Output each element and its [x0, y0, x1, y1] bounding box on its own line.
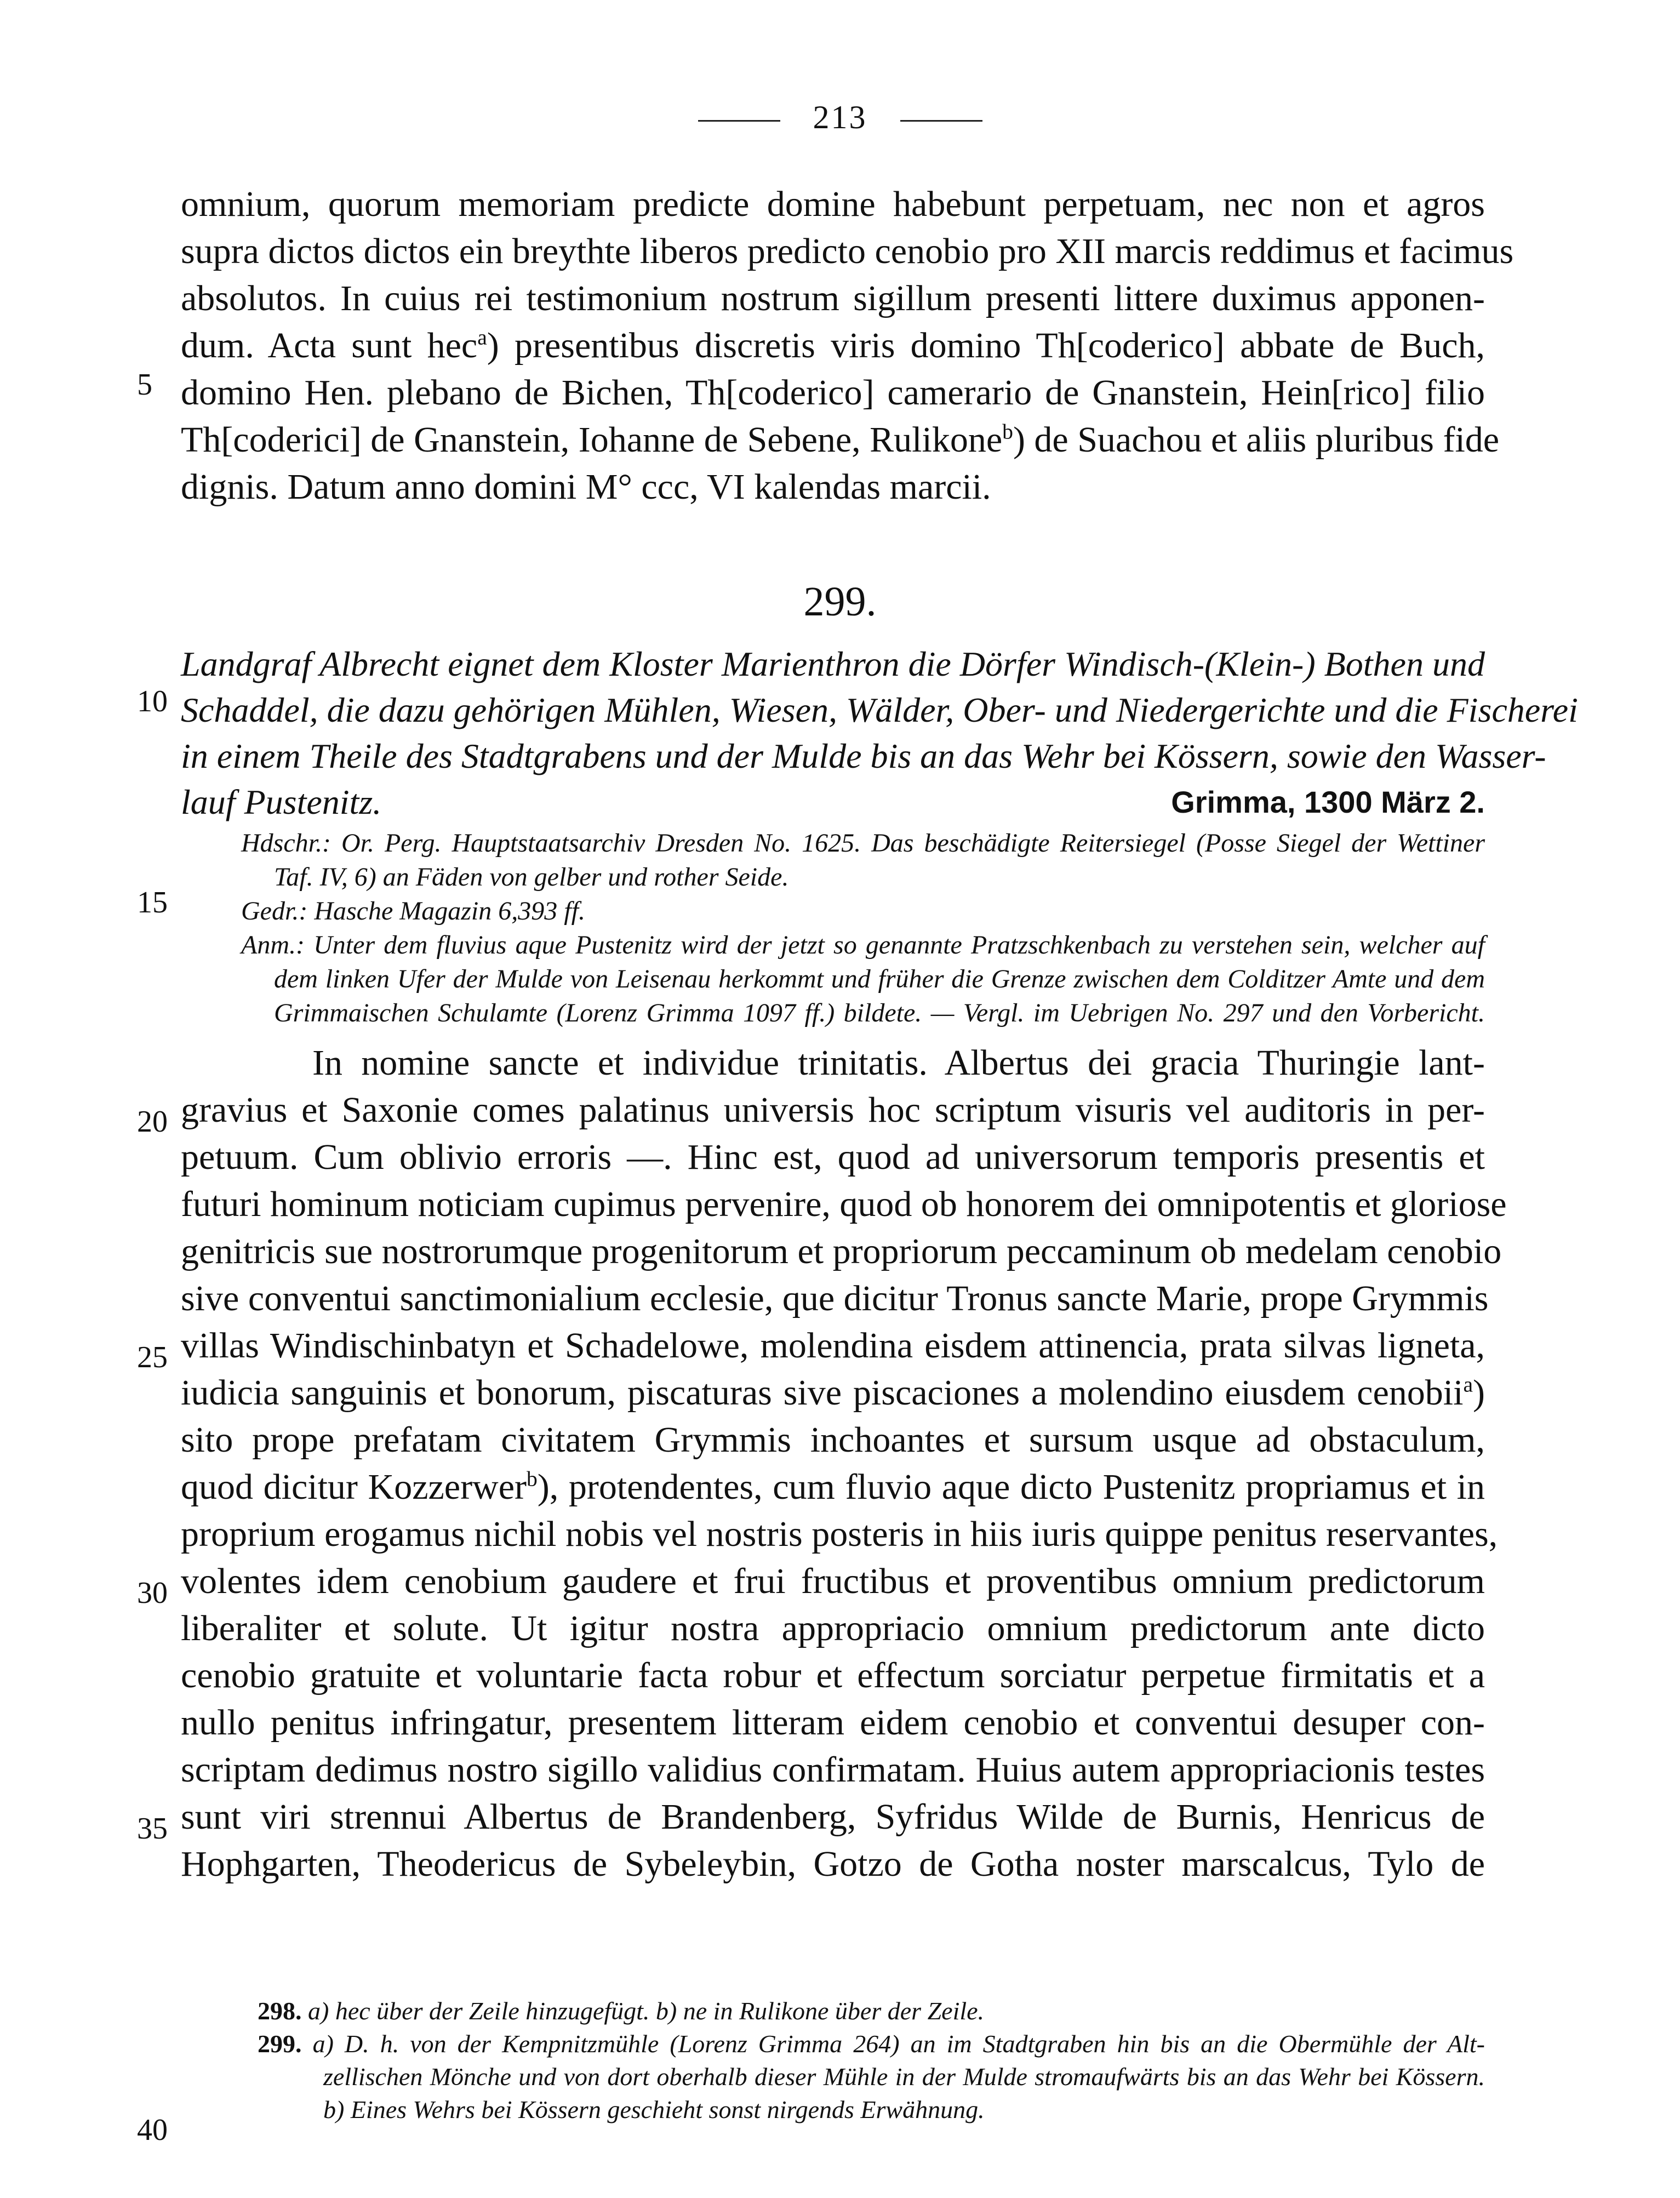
top-paragraph: [181, 181, 1514, 511]
note-line: Anm.: Unter dem fluvius aque Pustenitz wird der jetzt so genannte Pratzschkenbach zu verstehen sein, welcher auf: [241, 930, 1485, 960]
page-number: 213: [813, 99, 867, 135]
text-line: liberaliter et solute. Ut igitur nostra appropriacio omnium predictorum ante dicto: [181, 1608, 1485, 1648]
text-line: omnium, quorum memoriam predicte domine habebunt perpetuam, nec non et agros: [181, 184, 1485, 224]
line-number: 10: [137, 684, 168, 718]
text-line: proprium erogamus nichil nobis vel nostris posteris in hiis iuris quippe penitus reservantes,: [181, 1514, 1498, 1554]
text-line: petuum. Cum oblivio erroris —. Hinc est, quod ad universorum temporis presentis et: [181, 1137, 1485, 1177]
page-header: [0, 99, 1680, 136]
text-line: cenobio gratuite et voluntarie facta robur et effectum sorciatur perpetue firmitatis et a: [181, 1655, 1485, 1695]
footnote-text: zellischen Mönche und von dort oberhalb dieser Mühle in der Mulde stromaufwärts bis an das Wehr bei Kössern.: [323, 2063, 1485, 2091]
footnote-marker: a: [477, 325, 487, 350]
text-line: genitricis sue nostrorumque progenitorum et propriorum peccaminum ob medelam cenobio: [181, 1231, 1502, 1271]
text-fragment: ): [1473, 1373, 1485, 1413]
place-date: Grimma, 1300 März 2.: [1171, 785, 1485, 819]
document-summary: [181, 641, 1578, 825]
header-rule-left: [698, 120, 780, 122]
line-number: 40: [137, 2113, 168, 2147]
text-line: [181, 322, 1485, 369]
text-line: Hophgarten, Theodericus de Sybeleybin, Gotzo de Gotha noster marscalcus, Tylo de: [181, 1844, 1485, 1884]
summary-line: in einem Theile des Stadtgrabens und der Mulde bis an das Wehr bei Kössern, sowie den Wasser-: [181, 737, 1546, 775]
text-fragment: iudicia sanguinis et bonorum, piscaturas sive piscaciones a molendino eiusdem cenobii: [181, 1373, 1464, 1413]
text-line: [181, 416, 1500, 464]
footnote-number: 298.: [258, 1997, 302, 2025]
text-line: domino Hen. plebano de Bichen, Th[coderico] camerario de Gnanstein, Hein[rico] filio: [181, 373, 1485, 413]
text-fragment: dum. Acta sunt hec: [181, 326, 478, 366]
note-line: Taf. IV, 6) an Fäden von gelber und rother Seide.: [274, 863, 789, 892]
line-number: 15: [137, 886, 168, 920]
text-line: scriptam dedimus nostro sigillo validius confirmatam. Huius autem appropriacionis testes: [181, 1750, 1485, 1790]
note-line: dem linken Ufer der Mulde von Leisenau herkommt und früher die Grenze zwischen dem Colditzer Amte und dem: [274, 964, 1485, 994]
line-number: 20: [137, 1105, 168, 1139]
text-line: sive conventui sanctimonialium ecclesie, que dicitur Tronus sancte Marie, prope Grymmis: [181, 1278, 1489, 1318]
footnote-marker: b: [527, 1466, 538, 1491]
text-line: sunt viri strennui Albertus de Brandenberg, Syfridus Wilde de Burnis, Henricus de: [181, 1797, 1485, 1837]
footnote-line: [258, 2060, 1485, 2093]
line-number: 25: [137, 1340, 168, 1374]
text-line: absolutos. In cuius rei testimonium nostrum sigillum presenti littere duximus apponen-: [181, 278, 1485, 318]
footnote-marker: b: [1002, 419, 1013, 444]
footnote-text: a) hec über der Zeile hinzugefügt. b) ne in Rulikone über der Zeile.: [308, 1997, 985, 2025]
text-line: [181, 1369, 1485, 1417]
main-text: [181, 1040, 1507, 1888]
text-line: futuri hominum noticiam cupimus pervenire, quod ob honorem dei omnipotentis et gloriose: [181, 1184, 1507, 1224]
text-fragment: ), protendentes, cum fluvio aque dicto Pustenitz propriamus et in: [537, 1467, 1485, 1507]
footnote-line: [258, 1995, 1485, 2028]
footnote-number: 299.: [258, 2030, 302, 2058]
header-rule-right: [900, 120, 982, 122]
summary-line: Schaddel, die dazu gehörigen Mühlen, Wiesen, Wälder, Ober- und Niedergerichte und die Fischerei: [181, 690, 1578, 729]
text-fragment: quod dicitur Kozzerwer: [181, 1467, 527, 1507]
document-number: 299.: [803, 579, 877, 625]
text-line: gravius et Saxonie comes palatinus universis hoc scriptum visuris vel auditoris in per-: [181, 1090, 1485, 1130]
footnote-text: a) D. h. von der Kempnitzmühle (Lorenz Grimma 264) an im Stadtgraben hin bis an die Obermühle der Alt-: [312, 2030, 1485, 2058]
text-line: [181, 1464, 1485, 1511]
summary-line: [181, 779, 1485, 825]
text-line: villas Windischinbatyn et Schadelowe, molendina eisdem attinencia, prata silvas ligneta,: [181, 1326, 1485, 1366]
document-notes: [241, 826, 1485, 1030]
text-fragment: ) de Suachou et aliis pluribus fide: [1013, 420, 1500, 460]
note-line: Gedr.: Hasche Magazin 6,393 ff.: [241, 897, 585, 926]
text-line: supra dictos dictos ein breythte liberos predicto cenobio pro XII marcis reddimus et facimus: [181, 231, 1514, 271]
line-number: 5: [137, 368, 152, 402]
footnote-line: [258, 2093, 1485, 2126]
footnote-line: [258, 2028, 1485, 2060]
note-line: Hdschr.: Or. Perg. Hauptstaatsarchiv Dresden No. 1625. Das beschädigte Reitersiegel (Posse Siegel der Wettiner: [241, 829, 1485, 858]
text-line: volentes idem cenobium gaudere et frui fructibus et proventibus omnium predictorum: [181, 1561, 1485, 1601]
footnote-text: b) Eines Wehrs bei Kössern geschieht sonst nirgends Erwähnung.: [323, 2096, 985, 2123]
line-number: 35: [137, 1812, 168, 1846]
footnotes: [258, 1995, 1485, 2126]
text-line: dignis. Datum anno domini M° ccc, VI kalendas marcii.: [181, 467, 991, 507]
text-fragment: Th[coderici] de Gnanstein, Iohanne de Sebene, Rulikone: [181, 420, 1003, 460]
text-line: sito prope prefatam civitatem Grymmis inchoantes et sursum usque ad obstaculum,: [181, 1420, 1485, 1460]
summary-line: Landgraf Albrecht eignet dem Kloster Marienthron die Dörfer Windisch-(Klein-) Bothen und: [181, 644, 1485, 683]
note-line: Grimmaischen Schulamte (Lorenz Grimma 1097 ff.) bildete. — Vergl. im Uebrigen No. 297 und den Vorbericht.: [274, 998, 1485, 1027]
summary-fragment: lauf Pustenitz.: [181, 783, 382, 821]
footnote-marker: a: [1463, 1372, 1473, 1397]
line-number: 30: [137, 1576, 168, 1610]
text-line: In nomine sancte et individue trinitatis. Albertus dei gracia Thuringie lant-: [312, 1043, 1485, 1083]
text-fragment: ) presentibus discretis viris domino Th[coderico] abbate de Buch,: [487, 326, 1485, 366]
text-line: nullo penitus infringatur, presentem litteram eidem cenobio et conventui desuper con-: [181, 1703, 1485, 1743]
